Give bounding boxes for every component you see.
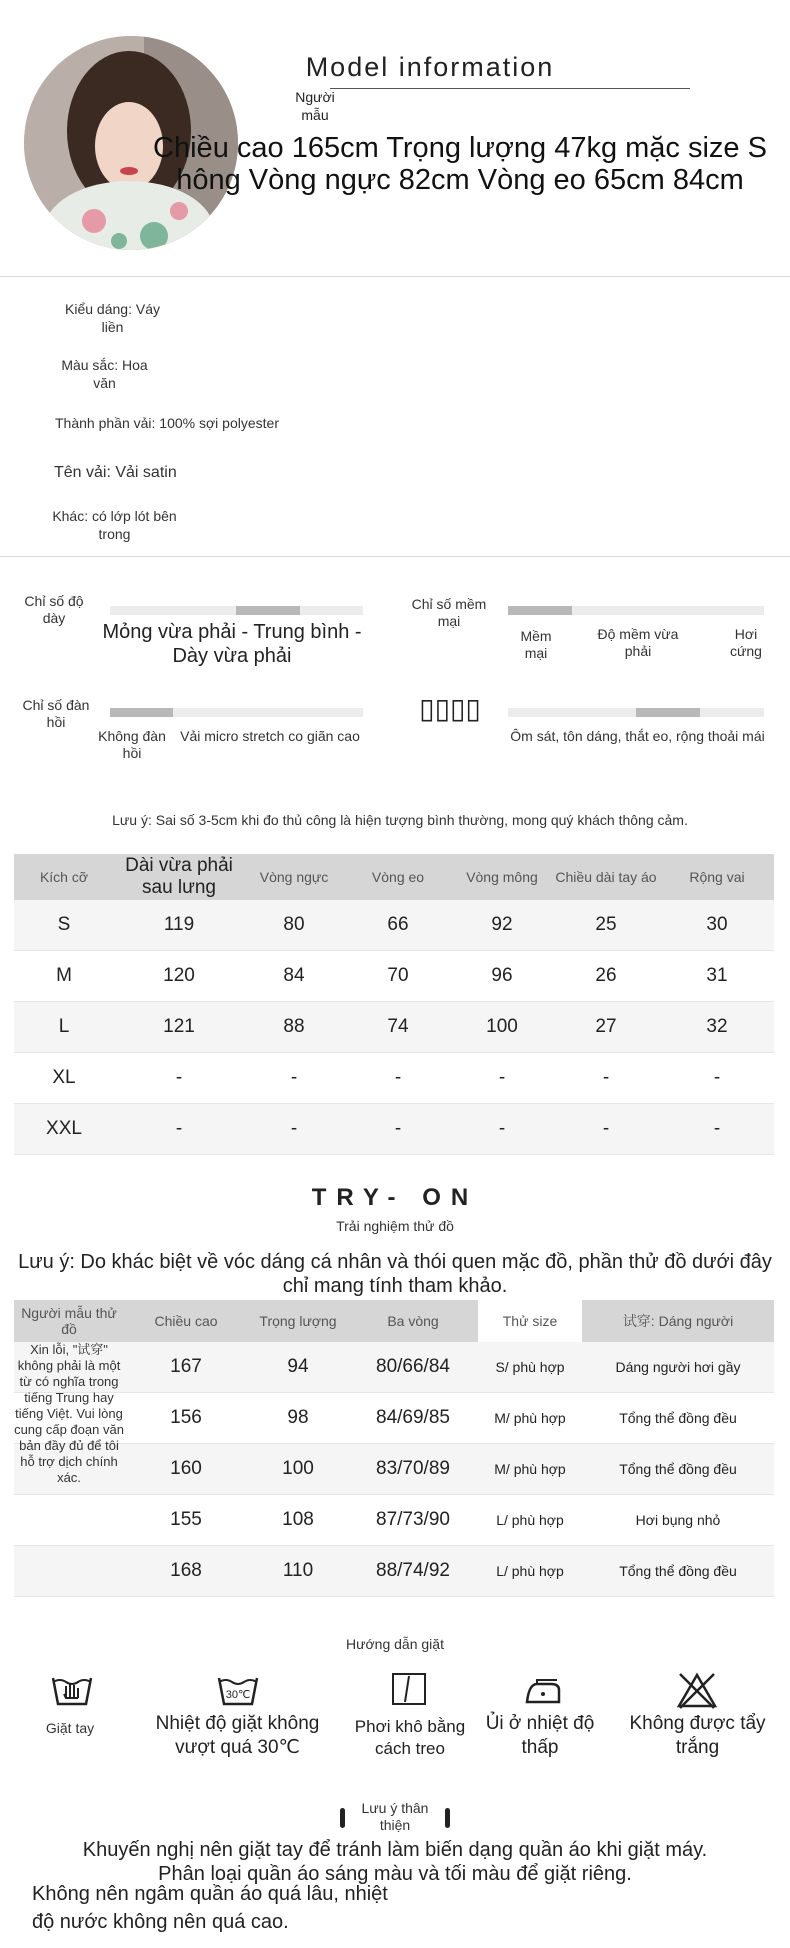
col-header: Ba vòng: [348, 1300, 478, 1342]
table-cell: 160: [124, 1444, 248, 1495]
thickness-label: Chỉ số độ dày: [24, 593, 84, 626]
col-header: Vòng mông: [452, 854, 552, 900]
table-cell: Dáng người hơi gầy: [582, 1342, 774, 1393]
notice-line: Phân loại quần áo sáng màu và tối màu để giặt riêng.: [158, 1863, 632, 1885]
table-cell: 98: [248, 1393, 348, 1444]
size-table-header: [14, 854, 774, 900]
hang-dry-icon: [391, 1672, 427, 1711]
table-cell: Hơi bụng nhỏ: [582, 1495, 774, 1546]
table-cell: L/ phù hợp: [478, 1546, 582, 1597]
col-header: Trọng lượng: [248, 1300, 348, 1342]
table-cell: Tổng thể đồng đều: [582, 1546, 774, 1597]
softness-label: Chỉ số mềm mại: [411, 596, 487, 629]
divider: [0, 276, 790, 277]
try-on-row: [14, 1495, 774, 1546]
iron-low-icon: [523, 1678, 563, 1711]
table-cell: S: [14, 900, 114, 951]
table-cell: 84/69/85: [348, 1393, 478, 1444]
size-table-row: [14, 1002, 774, 1053]
table-cell: -: [452, 1053, 552, 1104]
table-cell: -: [114, 1053, 244, 1104]
model-description: Chiều cao 165cm Trọng lượng 47kg mặc size S hông Vòng ngực 82cm Vòng eo 65cm 84cm: [153, 132, 767, 196]
notice-line: Không nên ngâm quần áo quá lâu, nhiệt độ nước không nên quá cao.: [32, 1883, 388, 1933]
elasticity-option: Không đàn hồi: [98, 728, 166, 761]
size-table-row: [14, 900, 774, 951]
notice-bracket-left: [340, 1808, 345, 1828]
try-on-note: Lưu ý: Do khác biệt về vóc dáng cá nhân và thói quen mặc đồ, phần thử đồ dưới đây chỉ mang tính tham khảo.: [18, 1251, 772, 1297]
fit-icon: ▯▯▯▯: [419, 693, 481, 724]
table-cell: 100: [248, 1444, 348, 1495]
model-label: Người mẫu: [295, 89, 335, 123]
table-cell: 155: [124, 1495, 248, 1546]
table-cell: Tổng thể đồng đều: [582, 1393, 774, 1444]
care-label-wash-30: Nhiệt độ giặt không vượt quá 30℃: [155, 1713, 320, 1758]
table-cell: M/ phù hợp: [478, 1444, 582, 1495]
table-cell: -: [552, 1053, 660, 1104]
care-label-hang-dry: Phơi khô bằng cách treo: [354, 1717, 466, 1758]
care-title: Hướng dẫn giặt: [346, 1636, 444, 1652]
attr-fabric-name: Tên vải: Vải satin: [54, 464, 177, 481]
size-table: [14, 854, 774, 1155]
table-cell: 96: [452, 951, 552, 1002]
table-cell: -: [552, 1104, 660, 1155]
try-on-table: [14, 1300, 774, 1597]
softness-bar-fill: [508, 606, 572, 615]
table-cell: 84: [244, 951, 344, 1002]
table-cell: XL: [14, 1053, 114, 1104]
try-on-row: [14, 1342, 774, 1393]
wash-30-icon: [216, 1672, 260, 1713]
col-header: 试穿: Dáng người: [582, 1300, 774, 1342]
thickness-bar-fill: [236, 606, 300, 615]
care-label-hand-wash: Giặt tay: [45, 1720, 95, 1736]
table-cell: L/ phù hợp: [478, 1495, 582, 1546]
table-cell: 167: [124, 1342, 248, 1393]
table-cell: 100: [452, 1002, 552, 1053]
try-on-subtitle: Trải nghiệm thử đồ: [336, 1218, 454, 1234]
divider: [0, 556, 790, 557]
table-cell: S/ phù hợp: [478, 1342, 582, 1393]
attr-color: Màu sắc: Hoa văn: [61, 357, 148, 391]
table-cell: -: [244, 1053, 344, 1104]
table-cell: -: [244, 1104, 344, 1155]
table-cell: 108: [248, 1495, 348, 1546]
table-cell: 110: [248, 1546, 348, 1597]
table-cell: M/ phù hợp: [478, 1393, 582, 1444]
table-cell: 92: [452, 900, 552, 951]
attr-style: Kiểu dáng: Váy liền: [65, 301, 160, 335]
try-on-row: [14, 1546, 774, 1597]
table-cell: 87/73/90: [348, 1495, 478, 1546]
notice-bracket-right: [445, 1808, 450, 1828]
table-cell: 31: [660, 951, 774, 1002]
table-cell: 88/74/92: [348, 1546, 478, 1597]
table-cell: 70: [344, 951, 452, 1002]
col-header: Dài vừa phải sau lưng: [114, 854, 244, 900]
table-cell: L: [14, 1002, 114, 1053]
table-cell: XXL: [14, 1104, 114, 1155]
col-header: Thử size: [478, 1300, 582, 1342]
softness-option: Độ mềm vừa phải: [597, 626, 679, 659]
try-on-row: [14, 1444, 774, 1495]
size-table-row: [14, 1104, 774, 1155]
table-cell: -: [660, 1104, 774, 1155]
size-table-row: [14, 951, 774, 1002]
notice-title: Lưu ý thân thiện: [361, 1800, 429, 1833]
table-cell: 26: [552, 951, 660, 1002]
table-cell: 119: [114, 900, 244, 951]
table-cell: 83/70/89: [348, 1444, 478, 1495]
col-header: Rộng vai: [660, 854, 774, 900]
table-cell: -: [452, 1104, 552, 1155]
table-cell: 80: [244, 900, 344, 951]
size-table-row: [14, 1053, 774, 1104]
care-label-iron: Ủi ở nhiệt độ thấp: [485, 1713, 595, 1758]
hand-wash-icon: [50, 1672, 94, 1713]
table-cell: -: [344, 1053, 452, 1104]
col-header: Kích cỡ: [14, 854, 114, 900]
notice-line: Khuyến nghị nên giặt tay để tránh làm biến dạng quần áo khi giặt máy.: [82, 1839, 708, 1861]
try-on-overlay-note: Xin lỗi, "试穿" không phải là một từ có nghĩa trong tiếng Trung hay tiếng Việt. Vui lòng cung cấp đoạn văn bản đầy đủ để tôi hỗ trợ dịch chính xác.: [14, 1342, 124, 1485]
table-cell: 120: [114, 951, 244, 1002]
model-info-title: Model information: [305, 52, 555, 82]
softness-option: Hơi cứng: [730, 626, 762, 659]
care-label-no-bleach: Không được tẩy trắng: [629, 1713, 766, 1758]
col-header: Vòng ngực: [244, 854, 344, 900]
table-cell: 25: [552, 900, 660, 951]
table-cell: 121: [114, 1002, 244, 1053]
no-bleach-icon: [676, 1672, 718, 1715]
elasticity-option: Vải micro stretch co giãn cao: [180, 728, 360, 744]
elasticity-label: Chỉ số đàn hồi: [22, 697, 90, 730]
table-cell: 30: [660, 900, 774, 951]
softness-option: Mềm mại: [520, 628, 552, 661]
table-cell: -: [344, 1104, 452, 1155]
table-cell: 27: [552, 1002, 660, 1053]
try-on-header: [14, 1300, 774, 1342]
table-cell: -: [114, 1104, 244, 1155]
table-cell: 66: [344, 900, 452, 951]
table-cell: 74: [344, 1002, 452, 1053]
table-cell: M: [14, 951, 114, 1002]
table-cell: 80/66/84: [348, 1342, 478, 1393]
table-cell: [14, 1495, 124, 1546]
table-cell: Tổng thể đồng đều: [582, 1444, 774, 1495]
try-on-title: TRY- ON: [311, 1184, 479, 1211]
fit-value: Ôm sát, tôn dáng, thắt eo, rộng thoải mái: [510, 728, 765, 744]
col-header: Người mẫu thử đồ: [14, 1300, 124, 1342]
table-cell: 168: [124, 1546, 248, 1597]
elasticity-bar-fill: [110, 708, 173, 717]
attr-composition: Thành phần vải: 100% sợi polyester: [55, 415, 279, 431]
table-cell: 94: [248, 1342, 348, 1393]
wash-temp-text: 30℃: [225, 1689, 251, 1701]
fit-bar-fill: [636, 708, 700, 717]
col-header: Chiều cao: [124, 1300, 248, 1342]
title-underline: [330, 88, 690, 89]
table-cell: 88: [244, 1002, 344, 1053]
table-cell: 156: [124, 1393, 248, 1444]
col-header: Vòng eo: [344, 854, 452, 900]
try-on-row: [14, 1393, 774, 1444]
col-header: Chiều dài tay áo: [552, 854, 660, 900]
table-cell: -: [660, 1053, 774, 1104]
thickness-value: Mỏng vừa phải - Trung bình - Dày vừa phải: [102, 621, 362, 667]
size-note: Lưu ý: Sai số 3-5cm khi đo thủ công là hiện tượng bình thường, mong quý khách thông cảm.: [112, 812, 688, 828]
attr-other: Khác: có lớp lót bên trong: [52, 508, 177, 542]
table-cell: 32: [660, 1002, 774, 1053]
table-cell: [14, 1546, 124, 1597]
